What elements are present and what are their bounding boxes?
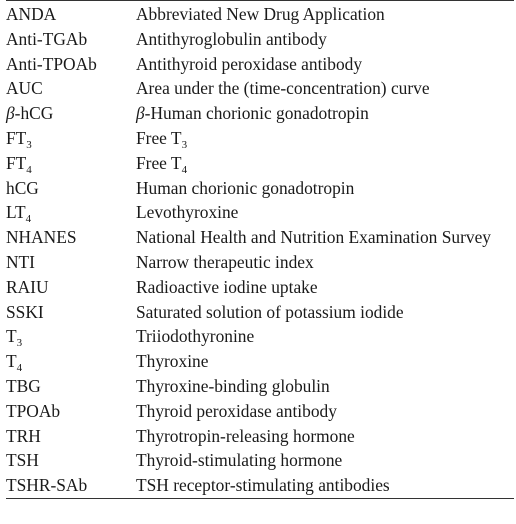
abbreviation-row — [6, 374, 514, 399]
abbreviation-text: TSH — [6, 450, 39, 471]
abbreviation-definition — [136, 275, 514, 300]
abbreviation-term — [6, 76, 136, 101]
abbreviation-definition — [136, 324, 514, 349]
abbreviation-subscript: 4 — [26, 163, 32, 176]
abbreviation-text: AUC — [6, 78, 43, 99]
abbreviation-term — [6, 225, 136, 250]
abbreviation-row — [6, 473, 514, 498]
abbreviation-term — [6, 349, 136, 374]
abbreviation-definition — [136, 399, 514, 424]
definition-text: Thyroxine — [136, 351, 209, 372]
abbreviation-term — [6, 448, 136, 473]
definition-text: Thyroid peroxidase antibody — [136, 400, 337, 421]
abbreviation-text: Anti-TGAb — [6, 28, 88, 49]
abbreviation-text: TBG — [6, 375, 41, 396]
abbreviation-term — [6, 300, 136, 325]
abbreviation-text: ANDA — [6, 4, 57, 24]
abbreviation-row — [6, 176, 514, 201]
abbreviation-term — [6, 101, 136, 126]
definition-text: Thyroid-stimulating hormone — [136, 450, 343, 471]
abbreviation-row — [6, 424, 514, 449]
abbreviation-term — [6, 250, 136, 275]
abbreviation-row — [6, 76, 514, 101]
abbreviation-definition — [136, 225, 514, 250]
abbreviation-term — [6, 374, 136, 399]
abbreviation-term — [6, 52, 136, 77]
abbreviation-definition — [136, 349, 514, 374]
abbreviation-definition — [136, 200, 514, 225]
abbreviation-definition — [136, 374, 514, 399]
abbreviation-definition — [136, 424, 514, 449]
abbreviation-text: TSHR-SAb — [6, 475, 88, 496]
definition-subscript: 3 — [181, 138, 188, 151]
abbreviation-row — [6, 300, 514, 325]
abbreviation-text: hCG — [6, 177, 39, 198]
abbreviation-term — [6, 324, 136, 349]
abbreviation-definition — [136, 52, 514, 77]
definition-text: Antithyroglobulin antibody — [136, 28, 327, 49]
definition-text: Levothyroxine — [136, 202, 239, 223]
definition-text: Area under the (time-concentration) curve — [136, 78, 430, 99]
abbreviation-definition — [136, 448, 514, 473]
abbreviation-row — [6, 2, 514, 27]
abbreviation-text: FT — [6, 152, 27, 173]
abbreviation-term — [6, 424, 136, 449]
definition-text: Human chorionic gonadotropin — [136, 177, 355, 198]
abbreviation-definition — [136, 300, 514, 325]
abbreviation-term — [6, 473, 136, 498]
abbreviation-definition — [136, 473, 514, 498]
definition-text: Saturated solution of potassium iodide — [136, 301, 404, 322]
greek-prefix: β — [6, 103, 15, 124]
abbreviation-term — [6, 151, 136, 176]
abbreviation-term — [6, 200, 136, 225]
abbreviation-row — [6, 101, 514, 126]
abbreviation-definition — [136, 151, 514, 176]
abbreviation-row — [6, 448, 514, 473]
abbreviation-row — [6, 27, 514, 52]
abbreviation-row — [6, 225, 514, 250]
greek-prefix: β — [136, 103, 145, 124]
abbreviation-term — [6, 176, 136, 201]
definition-text: -Human chorionic gonadotropin — [144, 103, 369, 124]
definition-text: Triiodothyronine — [136, 326, 255, 347]
abbreviation-definition — [136, 250, 514, 275]
abbreviation-text: SSKI — [6, 301, 44, 322]
abbreviation-text: NTI — [6, 251, 35, 272]
definition-subscript: 4 — [181, 163, 188, 176]
abbreviation-text: Anti-TPOAb — [6, 53, 97, 74]
abbreviation-row — [6, 151, 514, 176]
definition-text: TSH receptor-stimulating antibodies — [136, 475, 390, 496]
abbreviation-term — [6, 27, 136, 52]
definition-text: Radioactive iodine uptake — [136, 276, 318, 297]
abbreviation-definition — [136, 126, 514, 151]
abbreviation-subscript: 3 — [26, 138, 32, 151]
definition-text: Antithyroid peroxidase antibody — [136, 53, 363, 74]
abbreviation-term — [6, 399, 136, 424]
abbreviation-row — [6, 200, 514, 225]
abbreviation-text: T — [6, 351, 17, 372]
abbreviation-subscript: 4 — [25, 213, 32, 226]
abbreviation-row — [6, 52, 514, 77]
abbreviation-term — [6, 2, 136, 27]
abbreviation-subscript: 4 — [16, 362, 23, 375]
abbreviation-list — [6, 0, 514, 499]
abbreviation-definition — [136, 27, 514, 52]
abbreviation-text: NHANES — [6, 227, 77, 248]
abbreviation-row — [6, 250, 514, 275]
abbreviation-text: FT — [6, 127, 27, 148]
definition-text: Thyrotropin-releasing hormone — [136, 425, 355, 446]
abbreviation-text: T — [6, 326, 17, 347]
abbreviation-text: TRH — [6, 425, 41, 446]
abbreviation-term — [6, 275, 136, 300]
definition-text: Thyroxine-binding globulin — [136, 375, 330, 396]
abbreviation-term — [6, 126, 136, 151]
abbreviation-definition — [136, 176, 514, 201]
abbreviation-definition — [136, 76, 514, 101]
abbreviation-subscript: 3 — [16, 337, 23, 350]
abbreviation-row — [6, 324, 514, 349]
abbreviation-row — [6, 126, 514, 151]
definition-text: Abbreviated New Drug Application — [136, 4, 385, 24]
abbreviation-definition — [136, 101, 514, 126]
abbreviation-text: RAIU — [6, 276, 49, 297]
abbreviation-text: TPOAb — [6, 400, 61, 421]
abbreviation-definition — [136, 2, 514, 27]
abbreviation-row — [6, 399, 514, 424]
definition-text: National Health and Nutrition Examination Survey — [136, 227, 491, 248]
definition-text: Narrow therapeutic index — [136, 251, 314, 272]
definition-text: Free T — [136, 127, 182, 148]
abbreviation-text: LT — [6, 202, 26, 223]
definition-text: Free T — [136, 152, 182, 173]
abbreviation-row — [6, 275, 514, 300]
abbreviation-text: -hCG — [14, 103, 54, 124]
abbreviation-row — [6, 349, 514, 374]
